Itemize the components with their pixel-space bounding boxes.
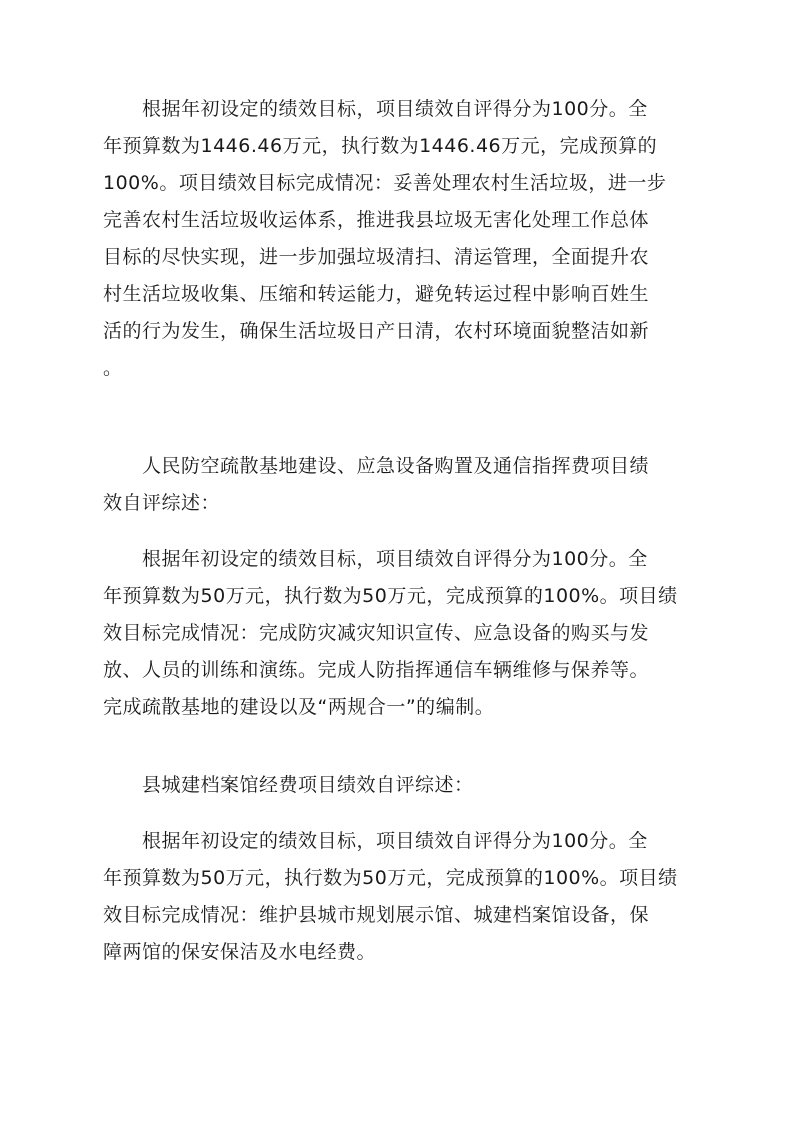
text-line: 放、人员的训练和演练。完成人防指挥通信车辆维修与保养等。 [103, 659, 650, 681]
text-line: 县城建档案馆经费项目绩效自评综述： [142, 774, 474, 796]
heading-civil-air-defense-evaluation [103, 448, 693, 522]
text-line: 年预算数为50万元，执行数为50万元，完成预算的100%。项目绩 [103, 867, 678, 889]
text-line: 效目标完成情况：完成防灾减灾知识宣传、应急设备的购买与发 [103, 622, 650, 644]
text-line: 村生活垃圾收集、压缩和转运能力，避免转运过程中影响百姓生 [103, 283, 650, 305]
text-line: 年预算数为50万元，执行数为50万元，完成预算的100%。项目绩 [103, 585, 678, 607]
paragraph-urban-archives-evaluation [103, 823, 693, 971]
text-line: 100%。项目绩效目标完成情况：妥善处理农村生活垃圾，进一步 [103, 172, 667, 194]
text-line: 根据年初设定的绩效目标，项目绩效自评得分为100分。全 [142, 830, 648, 852]
text-line: 根据年初设定的绩效目标，项目绩效自评得分为100分。全 [142, 98, 648, 120]
text-line: 完成疏散基地的建设以及“两规合一”的编制。 [103, 696, 495, 718]
text-line: 效目标完成情况：维护县城市规划展示馆、城建档案馆设备，保 [103, 904, 650, 926]
text-line: 效自评综述： [103, 492, 221, 514]
heading-urban-archives-evaluation [103, 767, 693, 804]
text-line: 障两馆的保安保洁及水电经费。 [103, 941, 377, 963]
text-line: 目标的尽快实现，进一步加强垃圾清扫、清运管理，全面提升农 [103, 246, 650, 268]
text-line: 完善农村生活垃圾收运体系，推进我县垃圾无害化处理工作总体 [103, 209, 650, 231]
text-line: 。 [103, 357, 123, 379]
text-line: 根据年初设定的绩效目标，项目绩效自评得分为100分。全 [142, 548, 648, 570]
text-line: 人民防空疏散基地建设、应急设备购置及通信指挥费项目绩 [142, 455, 650, 477]
paragraph-civil-air-defense-evaluation [103, 541, 693, 726]
text-line: 年预算数为1446.46万元，执行数为1446.46万元，完成预算的 [103, 135, 658, 157]
text-line: 活的行为发生，确保生活垃圾日产日清，农村环境面貌整洁如新 [103, 320, 650, 342]
paragraph-rural-garbage-evaluation [103, 91, 693, 387]
